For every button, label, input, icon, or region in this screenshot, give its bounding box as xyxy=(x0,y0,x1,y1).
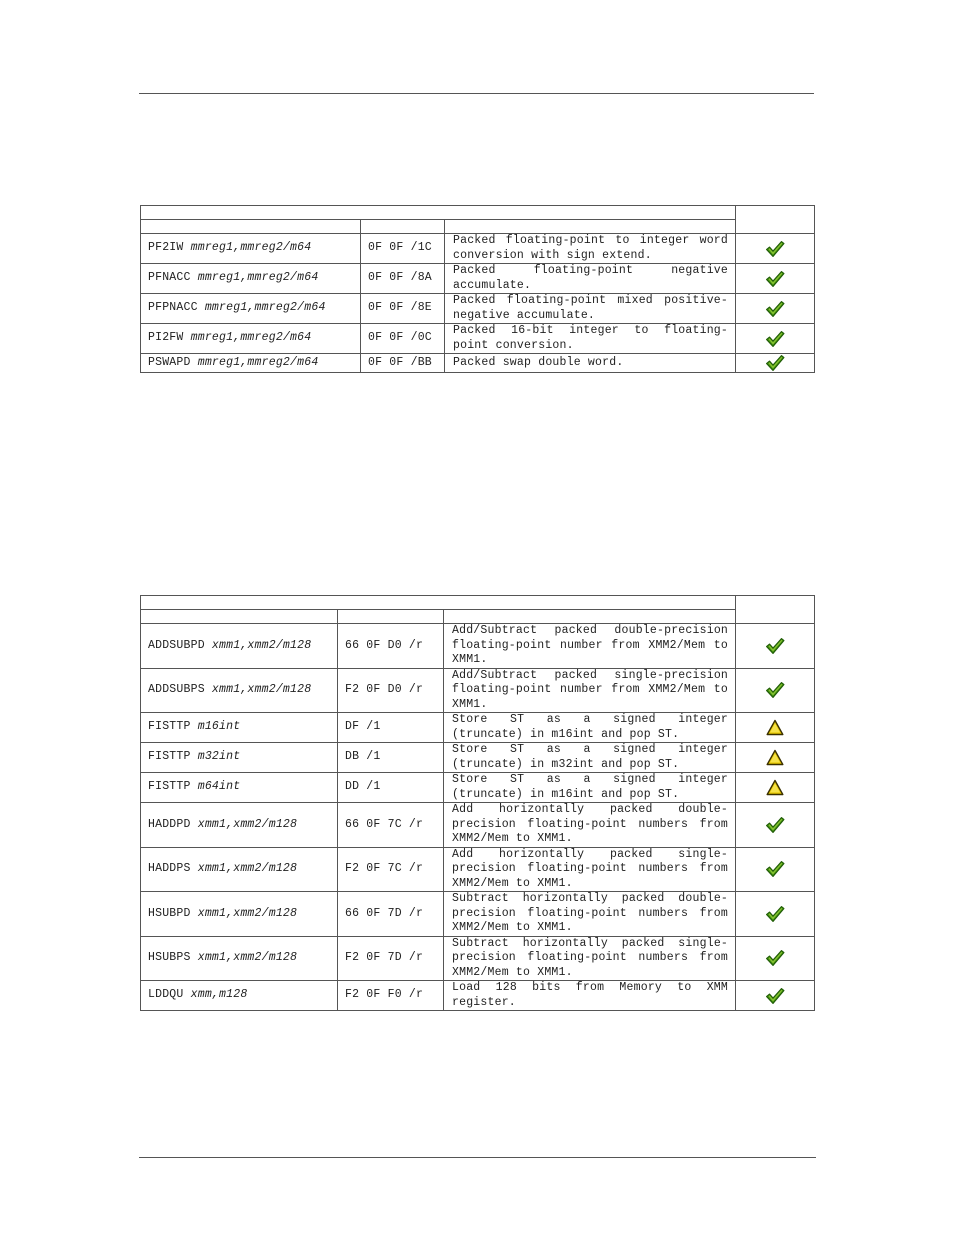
table-row xyxy=(141,624,815,669)
operands: xmm1,xmm2/m128 xyxy=(197,906,298,920)
status-cell xyxy=(736,773,815,803)
footer-rule xyxy=(139,1157,816,1158)
mnemonic: FISTTP xyxy=(148,720,191,734)
status-cell xyxy=(736,324,815,354)
operands: xmm1,xmm2/m128 xyxy=(211,683,312,696)
opcode-cell: 66 0F D0 /r xyxy=(338,624,444,669)
header-cell xyxy=(736,596,815,624)
status-cell xyxy=(736,234,815,264)
instruction-cell xyxy=(141,354,361,373)
instruction-cell xyxy=(141,803,338,848)
status-cell xyxy=(736,743,815,773)
table-row xyxy=(141,981,815,1011)
header-cell xyxy=(141,596,736,610)
description-cell: Packed floating-point to integer word conversion with sign extend. xyxy=(445,234,736,264)
header-cell xyxy=(141,610,338,624)
header-rule xyxy=(139,93,814,94)
status-cell xyxy=(736,264,815,294)
check-icon xyxy=(765,273,785,286)
check-icon xyxy=(765,684,785,697)
status-cell xyxy=(736,936,815,981)
instruction-cell xyxy=(141,713,338,743)
table-row xyxy=(141,892,815,937)
opcode-cell: DB /1 xyxy=(338,743,444,773)
operands: xmm1,xmm2/m128 xyxy=(197,817,298,831)
operands: mmreg1,mmreg2/m64 xyxy=(197,355,319,369)
instruction-cell xyxy=(141,773,338,803)
header-cell xyxy=(444,610,736,624)
operands: m16int xyxy=(197,720,241,734)
operands: mmreg1,mmreg2/m64 xyxy=(197,271,319,285)
table-row xyxy=(141,668,815,713)
table-header-row xyxy=(141,596,815,610)
description-cell: Add/Subtract packed double-precision floating-point number from XMM2/Mem to XMM1. xyxy=(444,624,736,669)
mnemonic: FISTTP xyxy=(148,750,191,764)
instruction-cell xyxy=(141,264,361,294)
mnemonic: ADDSUBPS xyxy=(148,683,205,696)
status-cell xyxy=(736,713,815,743)
check-icon xyxy=(765,863,785,876)
check-icon xyxy=(765,640,785,653)
table-header-row xyxy=(141,206,815,220)
operands: xmm1,xmm2/m128 xyxy=(197,862,298,875)
instruction-cell xyxy=(141,847,338,892)
description-cell: Packed 16-bit integer to floating-point conversion. xyxy=(445,324,736,354)
operands: mmreg1,mmreg2/m64 xyxy=(204,301,326,315)
warning-icon xyxy=(766,782,784,795)
check-icon xyxy=(765,333,785,346)
description-cell: Add horizontally packed double-precision floating-point numbers from XMM2/Mem to XMM1. xyxy=(444,803,736,848)
status-cell xyxy=(736,668,815,713)
header-cell xyxy=(141,220,361,234)
table-row xyxy=(141,743,815,773)
description-cell: Packed swap double word. xyxy=(445,354,736,373)
table-row xyxy=(141,713,815,743)
instruction-cell xyxy=(141,668,338,713)
table-row xyxy=(141,234,815,264)
description-cell: Add/Subtract packed single-precision floating-point number from XMM2/Mem to XMM1. xyxy=(444,668,736,713)
description-cell: Subtract horizontally packed double-precision floating-point numbers from XMM2/Mem to XMM1. xyxy=(444,892,736,937)
status-cell xyxy=(736,624,815,669)
opcode-cell: 0F 0F /BB xyxy=(361,354,445,373)
mnemonic: FISTTP xyxy=(148,780,191,794)
opcode-cell: F2 0F 7C /r xyxy=(338,847,444,892)
check-icon xyxy=(765,357,785,370)
description-cell: Store ST as a signed integer (truncate) in m16int and pop ST. xyxy=(444,713,736,743)
header-cell xyxy=(736,206,815,234)
table-row xyxy=(141,803,815,848)
operands: m32int xyxy=(197,750,241,764)
opcode-cell: 0F 0F /0C xyxy=(361,324,445,354)
instruction-cell xyxy=(141,234,361,264)
description-cell: Subtract horizontally packed single-precision floating-point numbers from XMM2/Mem to XMM1. xyxy=(444,936,736,981)
opcode-cell: DD /1 xyxy=(338,773,444,803)
operands: mmreg1,mmreg2/m64 xyxy=(190,331,312,345)
instruction-cell xyxy=(141,936,338,981)
header-cell xyxy=(141,206,736,220)
status-cell xyxy=(736,354,815,373)
table-row xyxy=(141,294,815,324)
instruction-cell xyxy=(141,892,338,937)
opcode-cell: 0F 0F /8E xyxy=(361,294,445,324)
header-cell xyxy=(338,610,444,624)
operands: xmm1,xmm2/m128 xyxy=(197,951,298,964)
mnemonic: LDDQU xyxy=(148,988,184,1002)
mnemonic: HADDPD xyxy=(148,817,191,831)
opcode-cell: F2 0F 7D /r xyxy=(338,936,444,981)
mnemonic: PFPNACC xyxy=(148,301,198,315)
status-cell xyxy=(736,892,815,937)
mnemonic: PFNACC xyxy=(148,271,191,285)
operands: mmreg1,mmreg2/m64 xyxy=(190,241,312,255)
header-cell xyxy=(445,220,736,234)
description-cell: Packed floating-point mixed positive-negative accumulate. xyxy=(445,294,736,324)
table-row xyxy=(141,847,815,892)
table-row xyxy=(141,324,815,354)
check-icon xyxy=(765,908,785,921)
mnemonic: ADDSUBPD xyxy=(148,638,205,652)
mnemonic: PF2IW xyxy=(148,241,184,255)
table-row xyxy=(141,354,815,373)
instruction-table-1 xyxy=(140,205,815,373)
description-cell: Load 128 bits from Memory to XMM register. xyxy=(444,981,736,1011)
instruction-cell xyxy=(141,324,361,354)
opcode-cell: F2 0F F0 /r xyxy=(338,981,444,1011)
warning-icon xyxy=(766,752,784,765)
opcode-cell: 66 0F 7C /r xyxy=(338,803,444,848)
mnemonic: HSUBPS xyxy=(148,951,191,964)
description-cell: Add horizontally packed single-precision floating-point numbers from XMM2/Mem to XMM1. xyxy=(444,847,736,892)
instruction-cell xyxy=(141,743,338,773)
description-cell: Packed floating-point negative accumulate. xyxy=(445,264,736,294)
mnemonic: HADDPS xyxy=(148,862,191,875)
warning-icon xyxy=(766,722,784,735)
description-cell: Store ST as a signed integer (truncate) in m16int and pop ST. xyxy=(444,773,736,803)
operands: xmm,m128 xyxy=(190,988,248,1002)
operands: m64int xyxy=(197,780,241,794)
opcode-cell: 66 0F 7D /r xyxy=(338,892,444,937)
instruction-cell xyxy=(141,981,338,1011)
check-icon xyxy=(765,819,785,832)
instruction-cell xyxy=(141,294,361,324)
opcode-cell: DF /1 xyxy=(338,713,444,743)
opcode-cell: F2 0F D0 /r xyxy=(338,668,444,713)
table-row xyxy=(141,264,815,294)
description-cell: Store ST as a signed integer (truncate) in m32int and pop ST. xyxy=(444,743,736,773)
table-row xyxy=(141,773,815,803)
header-cell xyxy=(361,220,445,234)
table-row xyxy=(141,936,815,981)
status-cell xyxy=(736,981,815,1011)
status-cell xyxy=(736,847,815,892)
table-subheader-row xyxy=(141,610,815,624)
check-icon xyxy=(765,243,785,256)
operands: xmm1,xmm2/m128 xyxy=(211,638,312,652)
opcode-cell: 0F 0F /1C xyxy=(361,234,445,264)
check-icon xyxy=(765,303,785,316)
instruction-cell xyxy=(141,624,338,669)
opcode-cell: 0F 0F /8A xyxy=(361,264,445,294)
check-icon xyxy=(765,990,785,1003)
status-cell xyxy=(736,294,815,324)
status-cell xyxy=(736,803,815,848)
mnemonic: HSUBPD xyxy=(148,906,191,920)
check-icon xyxy=(765,952,785,965)
mnemonic: PSWAPD xyxy=(148,355,191,369)
instruction-table-2 xyxy=(140,595,815,1011)
table-subheader-row xyxy=(141,220,815,234)
mnemonic: PI2FW xyxy=(148,331,184,345)
